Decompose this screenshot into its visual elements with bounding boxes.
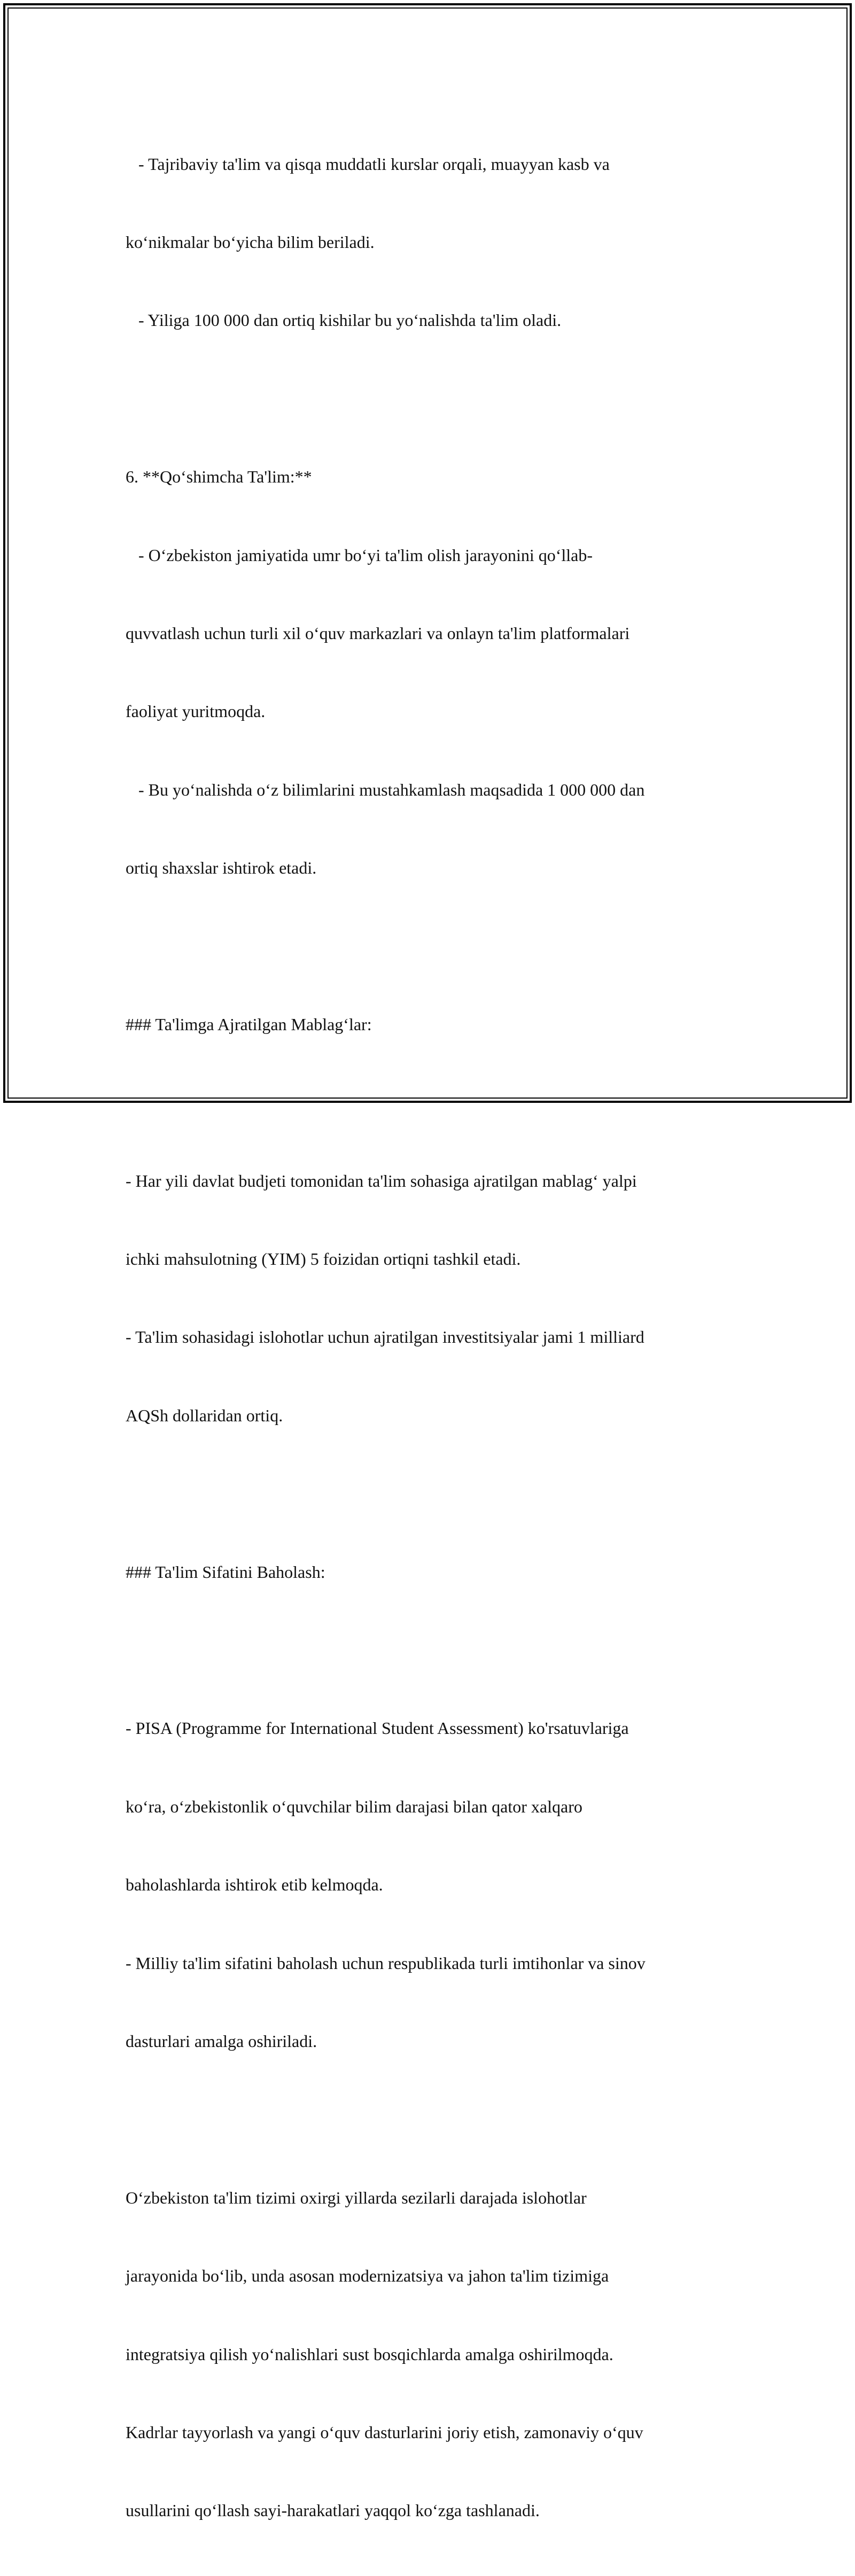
text-line: faoliyat yuritmoqda. xyxy=(126,702,266,721)
text-line: ko‘nikmalar bo‘yicha bilim beriladi. xyxy=(126,232,375,252)
heading-text: ### Ta'limga Ajratilgan Mablag‘lar: xyxy=(126,1014,372,1034)
blank-line xyxy=(126,1637,729,1663)
text-line: integratsiya qilish yo‘nalishlari sust bosqichlarda amalga oshirilmoqda. xyxy=(126,2344,613,2364)
text-line: quvvatlash uchun turli xil o‘quv markazlari va onlayn ta'lim platformalari xyxy=(126,623,630,643)
blank-line xyxy=(126,1089,729,1116)
text-line: ortiq shaxslar ishtirok etadi. xyxy=(126,858,317,878)
blank-line xyxy=(126,933,729,960)
text-line: - PISA (Programme for International Student Assessment) ko'rsatuvlariga xyxy=(126,1718,629,1738)
text-line: dasturlari amalga oshiriladi. xyxy=(126,2031,317,2051)
paragraph-conclusion xyxy=(126,2133,729,2576)
list-heading: 6. **Qo‘shimcha Ta'lim:** xyxy=(126,467,312,487)
paragraph-additional-education xyxy=(126,412,729,933)
text-line: - Bu yo‘nalishda o‘z bilimlarini mustahkamlash maqsadida 1 000 000 dan xyxy=(126,780,645,799)
text-line: baholashlarda ishtirok etib kelmoqda. xyxy=(126,1875,383,1895)
blank-line xyxy=(126,386,729,412)
text-line: ichki mahsulotning (YIM) 5 foizidan ortiqni tashkil etadi. xyxy=(126,1249,521,1269)
text-line: AQSh dollaridan ortiq. xyxy=(126,1405,283,1425)
section-heading-funding xyxy=(126,959,729,1089)
text-line: ko‘ra, o‘zbekistonlik o‘quvchilar bilim darajasi bilan qator xalqaro xyxy=(126,1796,582,1816)
paragraph-funding xyxy=(126,1116,729,1481)
text-line: - Har yili davlat budjeti tomonidan ta'lim sohasiga ajratilgan mablag‘ yalpi xyxy=(126,1171,637,1190)
text-line: O‘zbekiston ta'lim tizimi oxirgi yillarda sezilarli darajada islohotlar xyxy=(126,2188,587,2207)
text-line: - Milliy ta'lim sifatini baholash uchun respublikada turli imtihonlar va sinov xyxy=(126,1953,646,1973)
text-line: - Ta'lim sohasidagi islohotlar uchun ajratilgan investitsiyalar jami 1 milliard xyxy=(126,1327,644,1347)
text-line: - O‘zbekiston jamiyatida umr bo‘yi ta'lim olish jarayonini qo‘llab- xyxy=(126,545,593,565)
text-line: - Yiliga 100 000 dan ortiq kishilar bu yo‘nalishda ta'lim oladi. xyxy=(126,310,562,330)
paragraph-vocational xyxy=(126,99,729,386)
text-line: usullarini qo‘llash sayi-harakatlari yaqqol ko‘zga tashlanadi. xyxy=(126,2501,540,2520)
text-line: jarayonida bo‘lib, unda asosan modernizatsiya va jahon ta'lim tizimiga xyxy=(126,2266,609,2286)
text-line: - Tajribaviy ta'lim va qisqa muddatli kurslar orqali, muayyan kasb va xyxy=(126,154,610,174)
paragraph-quality xyxy=(126,1663,729,2107)
document-body xyxy=(126,99,729,2576)
heading-text: ### Ta'lim Sifatini Baholash: xyxy=(126,1562,325,1582)
blank-line xyxy=(126,2106,729,2133)
text-line: Kadrlar tayyorlash va yangi o‘quv dasturlarini joriy etish, zamonaviy o‘quv xyxy=(126,2422,643,2442)
blank-line xyxy=(126,1481,729,1507)
section-heading-quality xyxy=(126,1507,729,1637)
